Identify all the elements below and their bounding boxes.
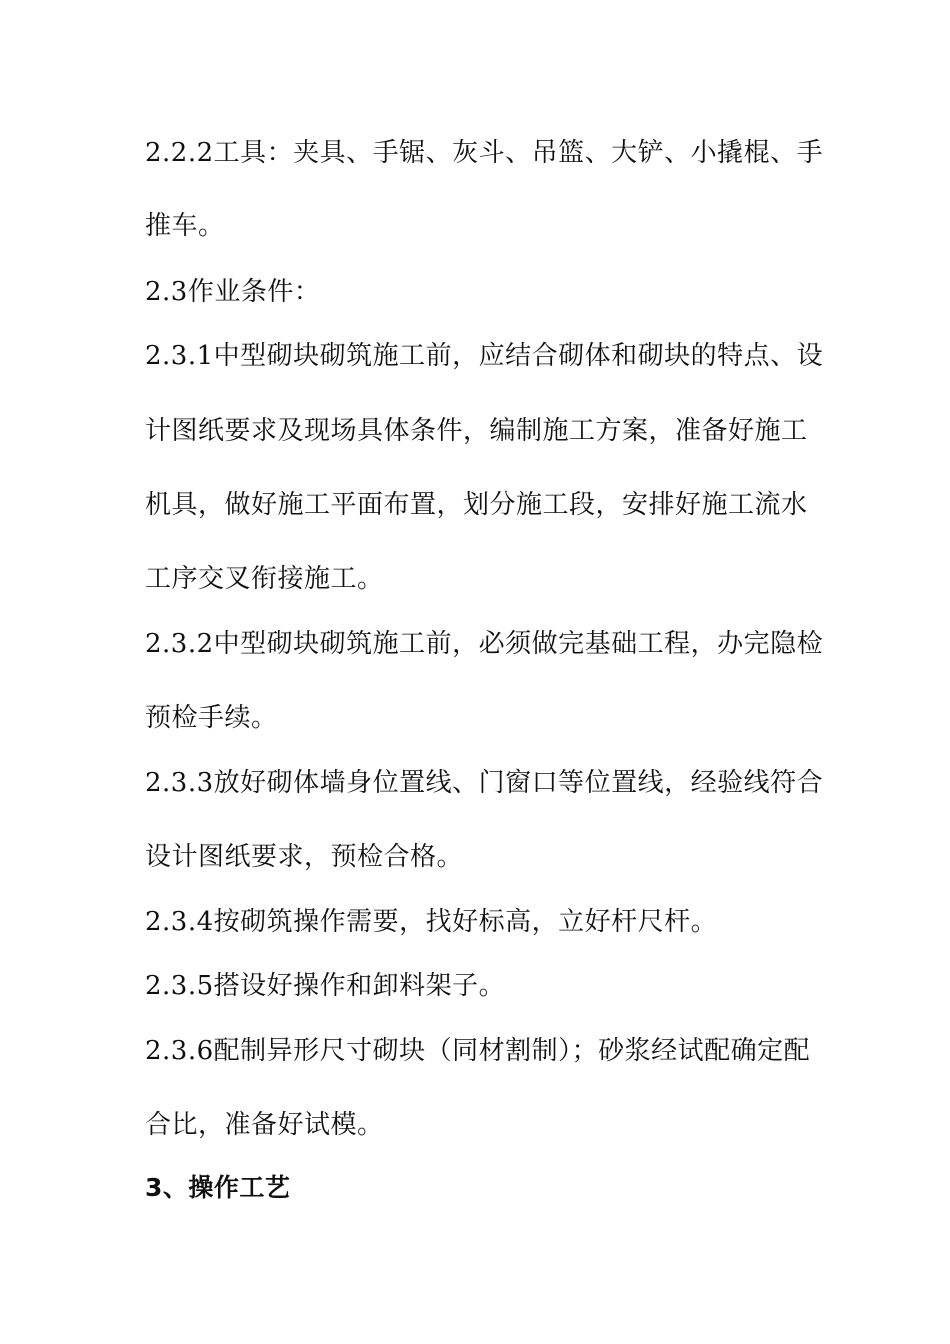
paragraph-2-3-4: 2.3.4按砌筑操作需要，找好标高，立好杆尺杆。 <box>145 907 718 937</box>
paragraph-2-3-6-line-2: 合比，准备好试模。 <box>145 1110 384 1140</box>
paragraph-2-3-1-line-4: 工序交叉衔接施工。 <box>145 564 384 594</box>
paragraph-2-3-2-line-2: 预检手续。 <box>145 703 278 733</box>
section-heading-3: 3、操作工艺 <box>145 1173 291 1202</box>
paragraph-2-3-3: 2.3.3放好砌体墙身位置线、门窗口等位置线，经验线符合 <box>145 768 824 798</box>
paragraph-2-3-1-line-2: 计图纸要求及现场具体条件，编制施工方案，准备好施工 <box>145 416 808 446</box>
paragraph-2-3-1-line-3: 机具，做好施工平面布置，划分施工段，安排好施工流水 <box>145 490 808 520</box>
paragraph-2-3-6: 2.3.6配制异形尺寸砌块（同材割制）；砂浆经试配确定配 <box>145 1036 811 1066</box>
tools-line: 2.2.2工具：夹具、手锯、灰斗、吊篮、大铲、小撬棍、手 <box>145 138 824 168</box>
paragraph-2-3-2: 2.3.2中型砌块砌筑施工前，必须做完基础工程，办完隐检 <box>145 629 824 659</box>
section-work-conditions: 2.3作业条件： <box>145 277 321 307</box>
tools-line-cont: 推车。 <box>145 211 225 241</box>
paragraph-2-3-3-line-2: 设计图纸要求，预检合格。 <box>145 842 464 872</box>
paragraph-2-3-5: 2.3.5搭设好操作和卸料架子。 <box>145 971 506 1001</box>
paragraph-2-3-1: 2.3.1中型砌块砌筑施工前，应结合砌体和砌块的特点、设 <box>145 341 824 371</box>
